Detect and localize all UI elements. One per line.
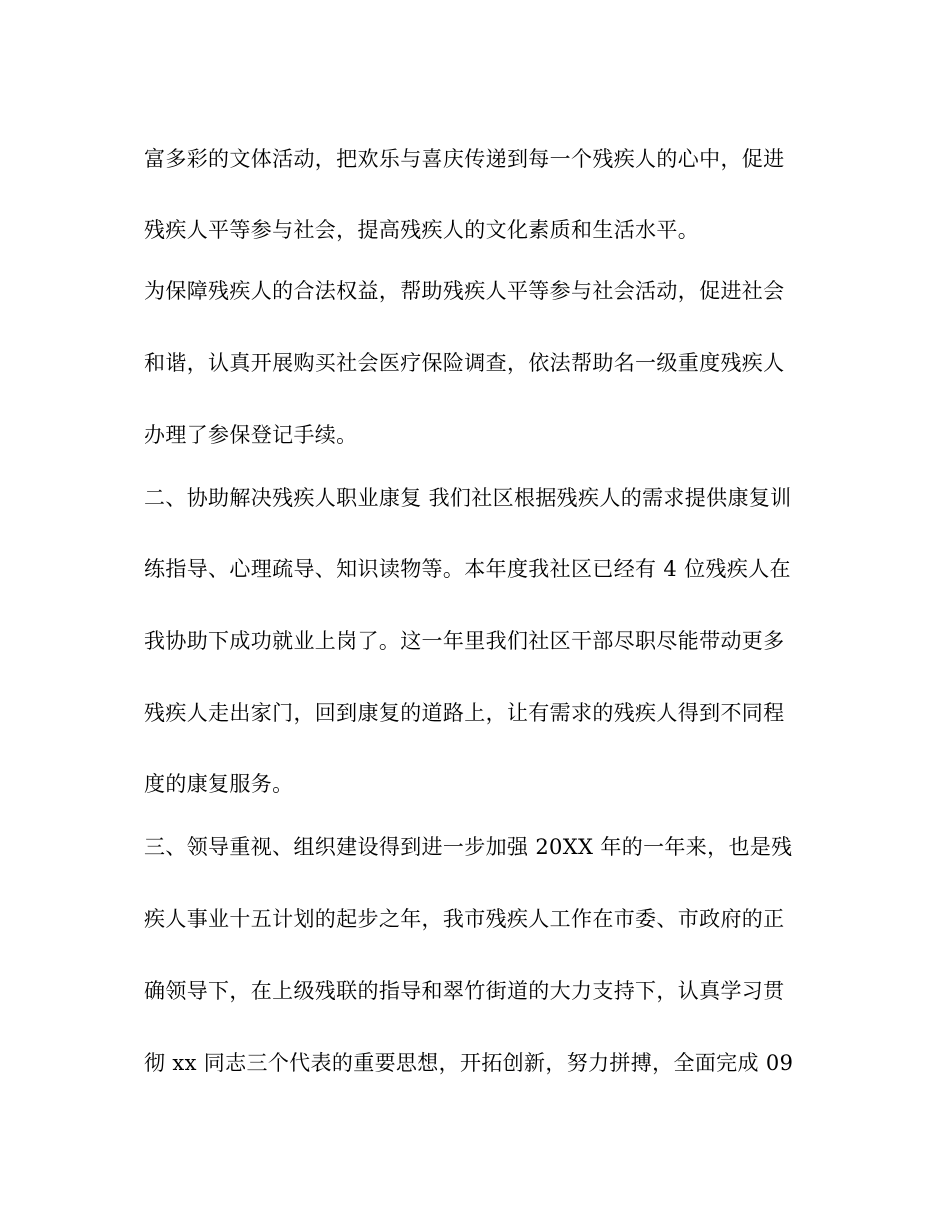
text-line: 残疾人平等参与社会，提高残疾人的文化素质和生活水平。 (144, 218, 700, 242)
text-line: 度的康复服务。 (144, 772, 294, 796)
text-line: 彻 xx 同志三个代表的重要思想，开拓创新，努力拼搏，全面完成 09 (144, 1051, 794, 1075)
text-line: 为保障残疾人的合法权益，帮助残疾人平等参与社会活动，促进社会 (144, 279, 785, 303)
text-line: 富多彩的文体活动，把欢乐与喜庆传递到每一个残疾人的心中，促进 (144, 147, 785, 171)
text-line: 疾人事业十五计划的起步之年，我市残疾人工作在市委、市政府的正 (144, 907, 785, 931)
text-line: 残疾人走出家门，回到康复的道路上，让有需求的残疾人得到不同程 (144, 701, 785, 725)
text-line: 我协助下成功就业上岗了。这一年里我们社区干部尽职尽能带动更多 (144, 629, 785, 653)
text-line: 三、领导重视、组织建设得到进一步加强 20XX 年的一年来，也是残 (144, 835, 793, 859)
text-line: 确领导下，在上级残联的指导和翠竹街道的大力支持下，认真学习贯 (144, 979, 785, 1003)
text-line: 二、协助解决残疾人职业康复 我们社区根据残疾人的需求提供康复训 (144, 486, 792, 510)
text-line: 和谐，认真开展购买社会医疗保险调查，依法帮助名一级重度残疾人 (144, 351, 785, 375)
text-line: 办理了参保登记手续。 (144, 423, 358, 447)
text-line: 练指导、心理疏导、知识读物等。本年度我社区已经有 4 位残疾人在 (144, 557, 791, 581)
